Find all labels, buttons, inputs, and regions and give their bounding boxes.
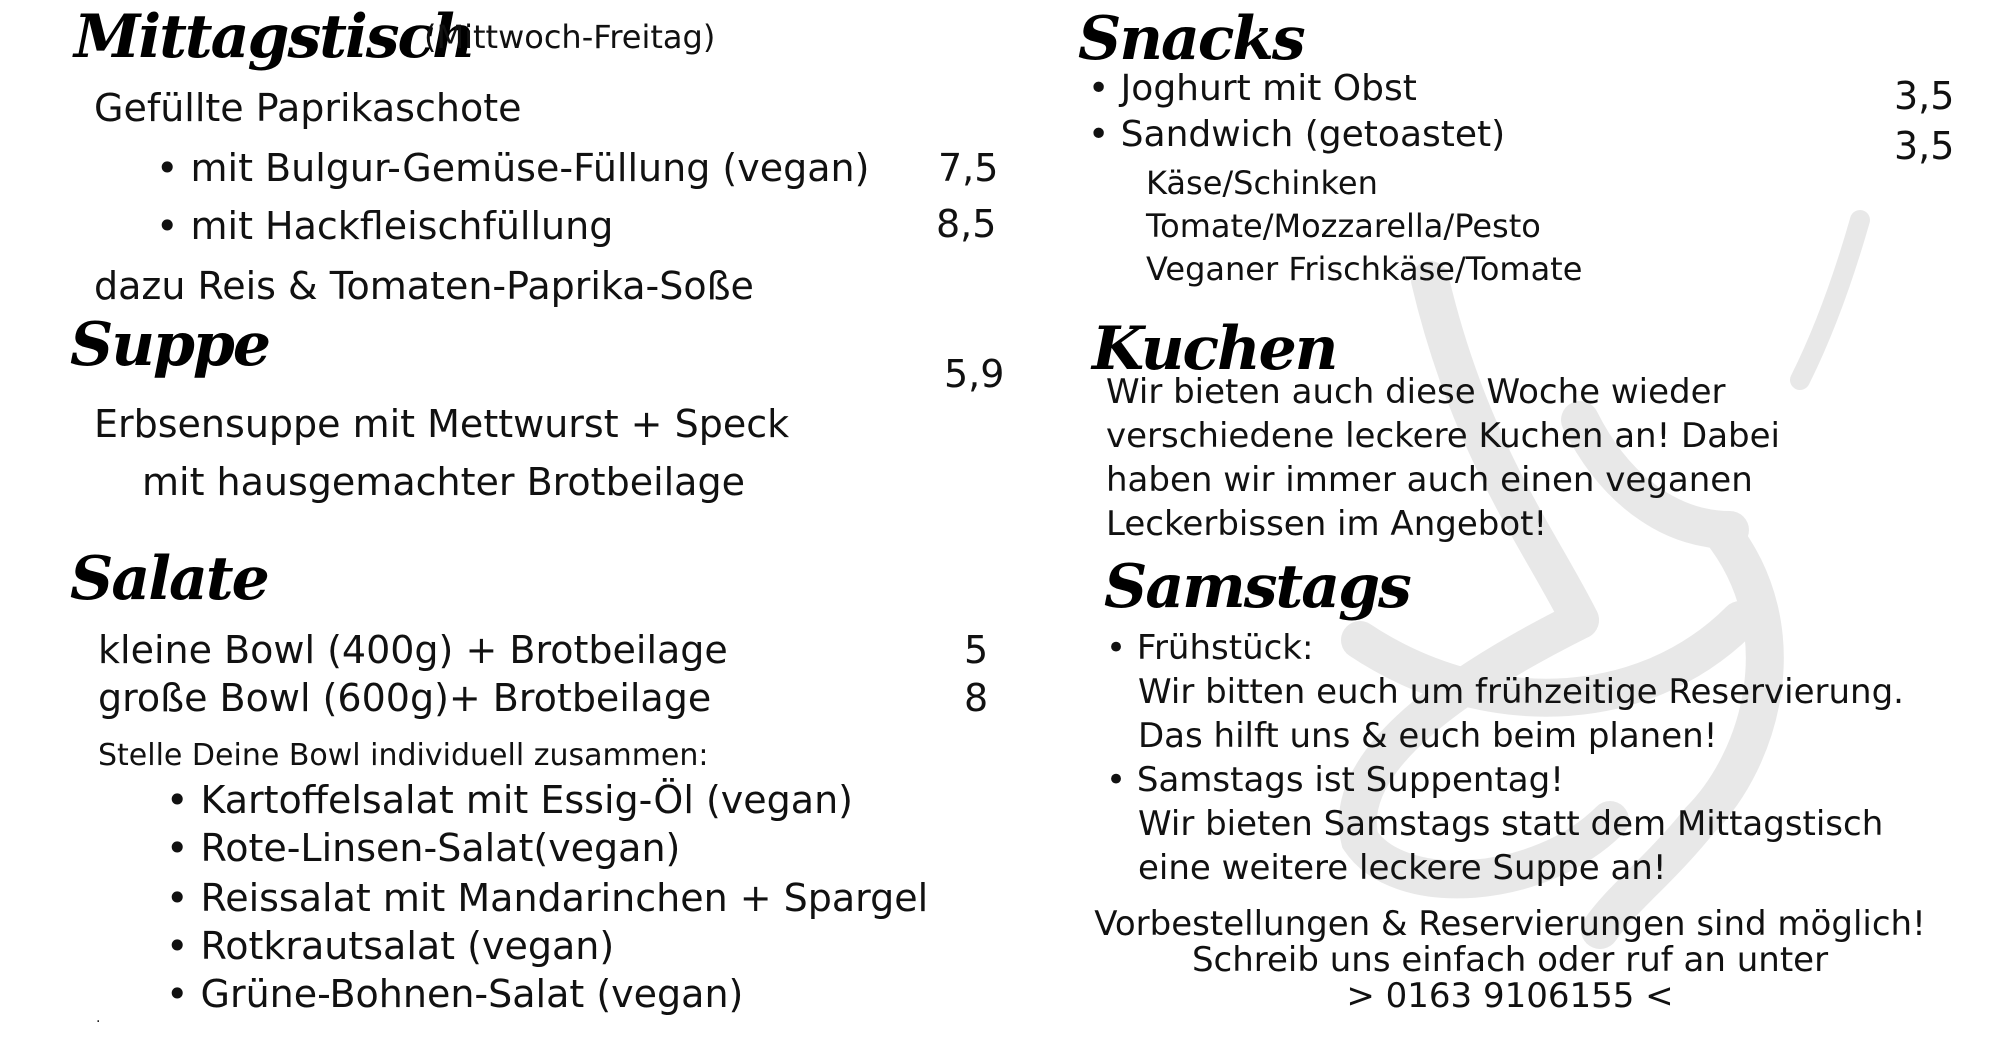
- samstags-fruehstueck-head: • Frühstück:: [1106, 628, 1314, 668]
- salate-bowl-large: große Bowl (600g)+ Brotbeilage: [98, 676, 712, 720]
- samstags-suppentag-line-2: eine weitere leckere Suppe an!: [1138, 848, 1667, 888]
- salate-intro: Stelle Deine Bowl individuell zusammen:: [98, 738, 709, 773]
- mittagstisch-dish: Gefüllte Paprikaschote: [94, 86, 522, 130]
- kuchen-heading: Kuchen: [1092, 314, 1337, 384]
- salate-heading: Salate: [70, 544, 268, 614]
- salate-dot: .: [96, 1010, 101, 1026]
- footer-line-2: Schreib uns einfach oder ruf an unter: [1191, 940, 1829, 980]
- samstags-suppentag-head: • Samstags ist Suppentag!: [1106, 760, 1564, 800]
- snacks-item-sandwich: • Sandwich (getoastet): [1088, 114, 1506, 155]
- mittagstisch-option-hack-price: 8,5: [936, 202, 997, 246]
- mittagstisch-days: (Mittwoch-Freitag): [424, 18, 716, 56]
- snacks-item-sandwich-price: 3,5: [1894, 124, 1955, 168]
- suppe-line-1: Erbsensuppe mit Mettwurst + Speck: [94, 402, 790, 446]
- samstags-suppentag-line-1: Wir bieten Samstags statt dem Mittagstisch: [1138, 804, 1884, 844]
- mittagstisch-option-hack: • mit Hackfleischfüllung: [156, 204, 614, 248]
- kuchen-line-3: haben wir immer auch einen veganen: [1106, 460, 1753, 500]
- snacks-variant-1: Käse/Schinken: [1146, 164, 1378, 202]
- suppe-heading: Suppe: [70, 310, 270, 380]
- footer-line-1: Vorbestellungen & Reservierungen sind möglich!: [1094, 904, 1926, 944]
- samstags-fruehstueck-line-2: Das hilft uns & euch beim planen!: [1138, 716, 1718, 756]
- suppe-price: 5,9: [944, 352, 1005, 396]
- salate-item-4: • Rotkrautsalat (vegan): [166, 924, 615, 968]
- kuchen-line-2: verschiedene leckere Kuchen an! Dabei: [1106, 416, 1780, 456]
- samstags-heading: Samstags: [1104, 552, 1410, 622]
- footer-phone: > 0163 9106155 <: [1346, 976, 1674, 1016]
- salate-item-5: • Grüne-Bohnen-Salat (vegan): [166, 972, 744, 1016]
- salate-item-1: • Kartoffelsalat mit Essig-Öl (vegan): [166, 778, 853, 822]
- mittagstisch-option-vegan-price: 7,5: [938, 146, 999, 190]
- snacks-variant-3: Veganer Frischkäse/Tomate: [1146, 250, 1583, 288]
- salate-bowl-small-price: 5: [964, 628, 989, 672]
- suppe-line-2: mit hausgemachter Brotbeilage: [142, 460, 745, 504]
- salate-item-2: • Rote-Linsen-Salat(vegan): [166, 826, 681, 870]
- mittagstisch-side: dazu Reis & Tomaten-Paprika-Soße: [94, 264, 754, 308]
- snacks-variant-2: Tomate/Mozzarella/Pesto: [1146, 207, 1541, 245]
- snacks-heading: Snacks: [1078, 4, 1304, 74]
- snacks-item-joghurt-price: 3,5: [1894, 74, 1955, 118]
- snacks-item-joghurt: • Joghurt mit Obst: [1088, 68, 1417, 109]
- kuchen-line-4: Leckerbissen im Angebot!: [1106, 504, 1548, 544]
- samstags-fruehstueck-line-1: Wir bitten euch um frühzeitige Reservierung.: [1138, 672, 1904, 712]
- mittagstisch-option-vegan: • mit Bulgur-Gemüse-Füllung (vegan): [156, 146, 870, 190]
- kuchen-line-1: Wir bieten auch diese Woche wieder: [1106, 372, 1726, 412]
- mittagstisch-heading: Mittagstisch: [74, 2, 474, 72]
- salate-bowl-small: kleine Bowl (400g) + Brotbeilage: [98, 628, 728, 672]
- salate-item-3: • Reissalat mit Mandarinchen + Spargel: [166, 876, 929, 920]
- salate-bowl-large-price: 8: [964, 676, 989, 720]
